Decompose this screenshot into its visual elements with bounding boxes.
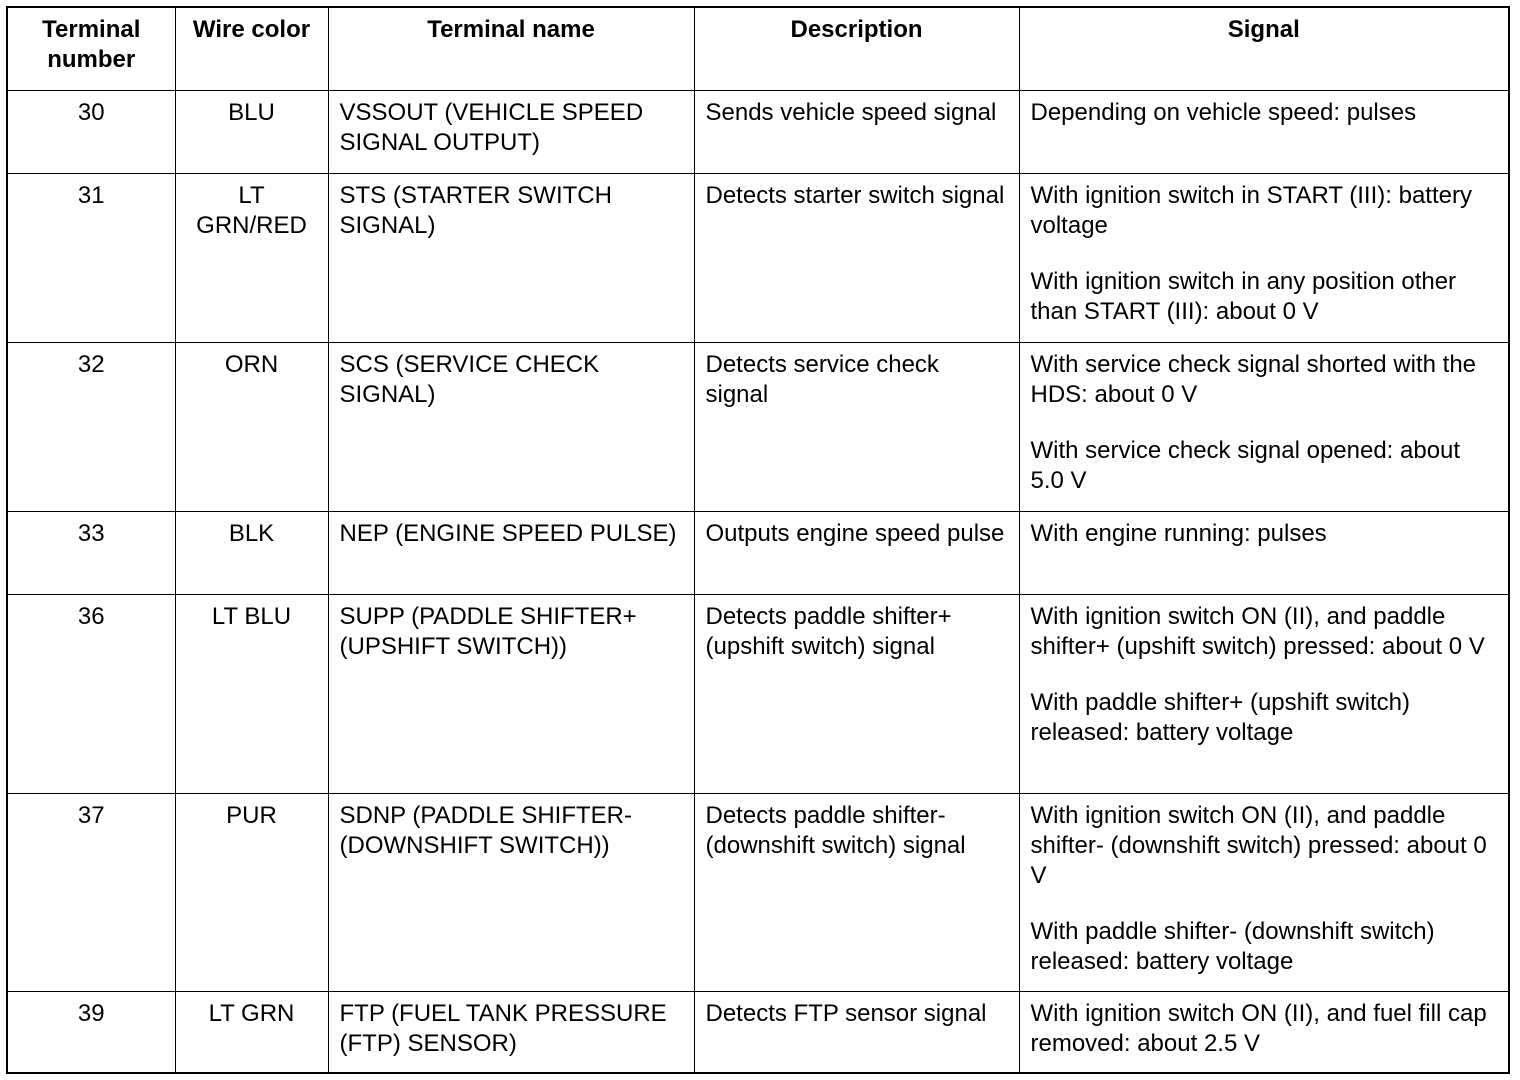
terminal-name-cell: SUPP (PADDLE SHIFTER+ (UPSHIFT SWITCH)) bbox=[328, 594, 694, 793]
wire-color-cell: PUR bbox=[175, 793, 328, 991]
terminal-number-cell: 30 bbox=[7, 90, 175, 173]
signal-cell bbox=[1019, 173, 1509, 342]
signal-line: With ignition switch ON (II), and paddle shifter- (downshift switch) pressed: about 0 V bbox=[1030, 801, 1487, 889]
table-row bbox=[7, 991, 1509, 1073]
terminal-name-cell: SDNP (PADDLE SHIFTER- (DOWNSHIFT SWITCH)) bbox=[328, 793, 694, 991]
signal-line: With paddle shifter+ (upshift switch) released: battery voltage bbox=[1030, 688, 1410, 746]
header-terminal-number: Terminal number bbox=[7, 7, 175, 90]
wire-color-cell: LT GRN bbox=[175, 991, 328, 1073]
wire-color-cell: LT GRN/RED bbox=[175, 173, 328, 342]
terminal-name-cell: NEP (ENGINE SPEED PULSE) bbox=[328, 511, 694, 594]
wire-color-cell: BLU bbox=[175, 90, 328, 173]
terminal-number-cell: 39 bbox=[7, 991, 175, 1073]
description-cell: Detects FTP sensor signal bbox=[694, 991, 1019, 1073]
table-row bbox=[7, 342, 1509, 511]
signal-cell bbox=[1019, 511, 1509, 594]
signal-line: With paddle shifter- (downshift switch) released: battery voltage bbox=[1030, 917, 1435, 975]
terminal-number-cell: 33 bbox=[7, 511, 175, 594]
description-cell: Detects starter switch signal bbox=[694, 173, 1019, 342]
signal-line: With service check signal shorted with the HDS: about 0 V bbox=[1030, 350, 1477, 408]
header-signal: Signal bbox=[1019, 7, 1509, 90]
description-cell: Detects paddle shifter+ (upshift switch) signal bbox=[694, 594, 1019, 793]
wire-color-cell: LT BLU bbox=[175, 594, 328, 793]
terminal-name-cell: FTP (FUEL TANK PRESSURE (FTP) SENSOR) bbox=[328, 991, 694, 1073]
terminal-number-cell: 36 bbox=[7, 594, 175, 793]
header-row bbox=[7, 7, 1509, 90]
description-cell: Sends vehicle speed signal bbox=[694, 90, 1019, 173]
wire-color-cell: BLK bbox=[175, 511, 328, 594]
header-terminal-name: Terminal name bbox=[328, 7, 694, 90]
signal-line: Depending on vehicle speed: pulses bbox=[1030, 98, 1417, 126]
table-row bbox=[7, 511, 1509, 594]
signal-cell bbox=[1019, 594, 1509, 793]
terminal-name-cell: STS (STARTER SWITCH SIGNAL) bbox=[328, 173, 694, 342]
table-row bbox=[7, 594, 1509, 793]
description-cell: Detects paddle shifter- (downshift switch) signal bbox=[694, 793, 1019, 991]
table-row bbox=[7, 793, 1509, 991]
signal-line: With engine running: pulses bbox=[1030, 519, 1327, 547]
terminal-name-cell: VSSOUT (VEHICLE SPEED SIGNAL OUTPUT) bbox=[328, 90, 694, 173]
signal-line: With ignition switch in START (III): battery voltage bbox=[1030, 181, 1472, 239]
signal-cell bbox=[1019, 342, 1509, 511]
signal-line: With ignition switch in any position other than START (III): about 0 V bbox=[1030, 267, 1457, 325]
terminal-number-cell: 37 bbox=[7, 793, 175, 991]
description-cell: Detects service check signal bbox=[694, 342, 1019, 511]
signal-cell bbox=[1019, 90, 1509, 173]
wire-color-cell: ORN bbox=[175, 342, 328, 511]
terminal-name-cell: SCS (SERVICE CHECK SIGNAL) bbox=[328, 342, 694, 511]
signal-cell bbox=[1019, 991, 1509, 1073]
table-row bbox=[7, 173, 1509, 342]
signal-line: With ignition switch ON (II), and fuel fill cap removed: about 2.5 V bbox=[1030, 999, 1487, 1057]
header-wire-color: Wire color bbox=[175, 7, 328, 90]
description-cell: Outputs engine speed pulse bbox=[694, 511, 1019, 594]
signal-line: With service check signal opened: about 5.0 V bbox=[1030, 436, 1461, 494]
header-description: Description bbox=[694, 7, 1019, 90]
signal-line: With ignition switch ON (II), and paddle shifter+ (upshift switch) pressed: about 0 V bbox=[1030, 602, 1485, 660]
signal-cell bbox=[1019, 793, 1509, 991]
terminal-number-cell: 31 bbox=[7, 173, 175, 342]
terminal-table bbox=[6, 6, 1510, 1074]
table-row bbox=[7, 90, 1509, 173]
terminal-number-cell: 32 bbox=[7, 342, 175, 511]
